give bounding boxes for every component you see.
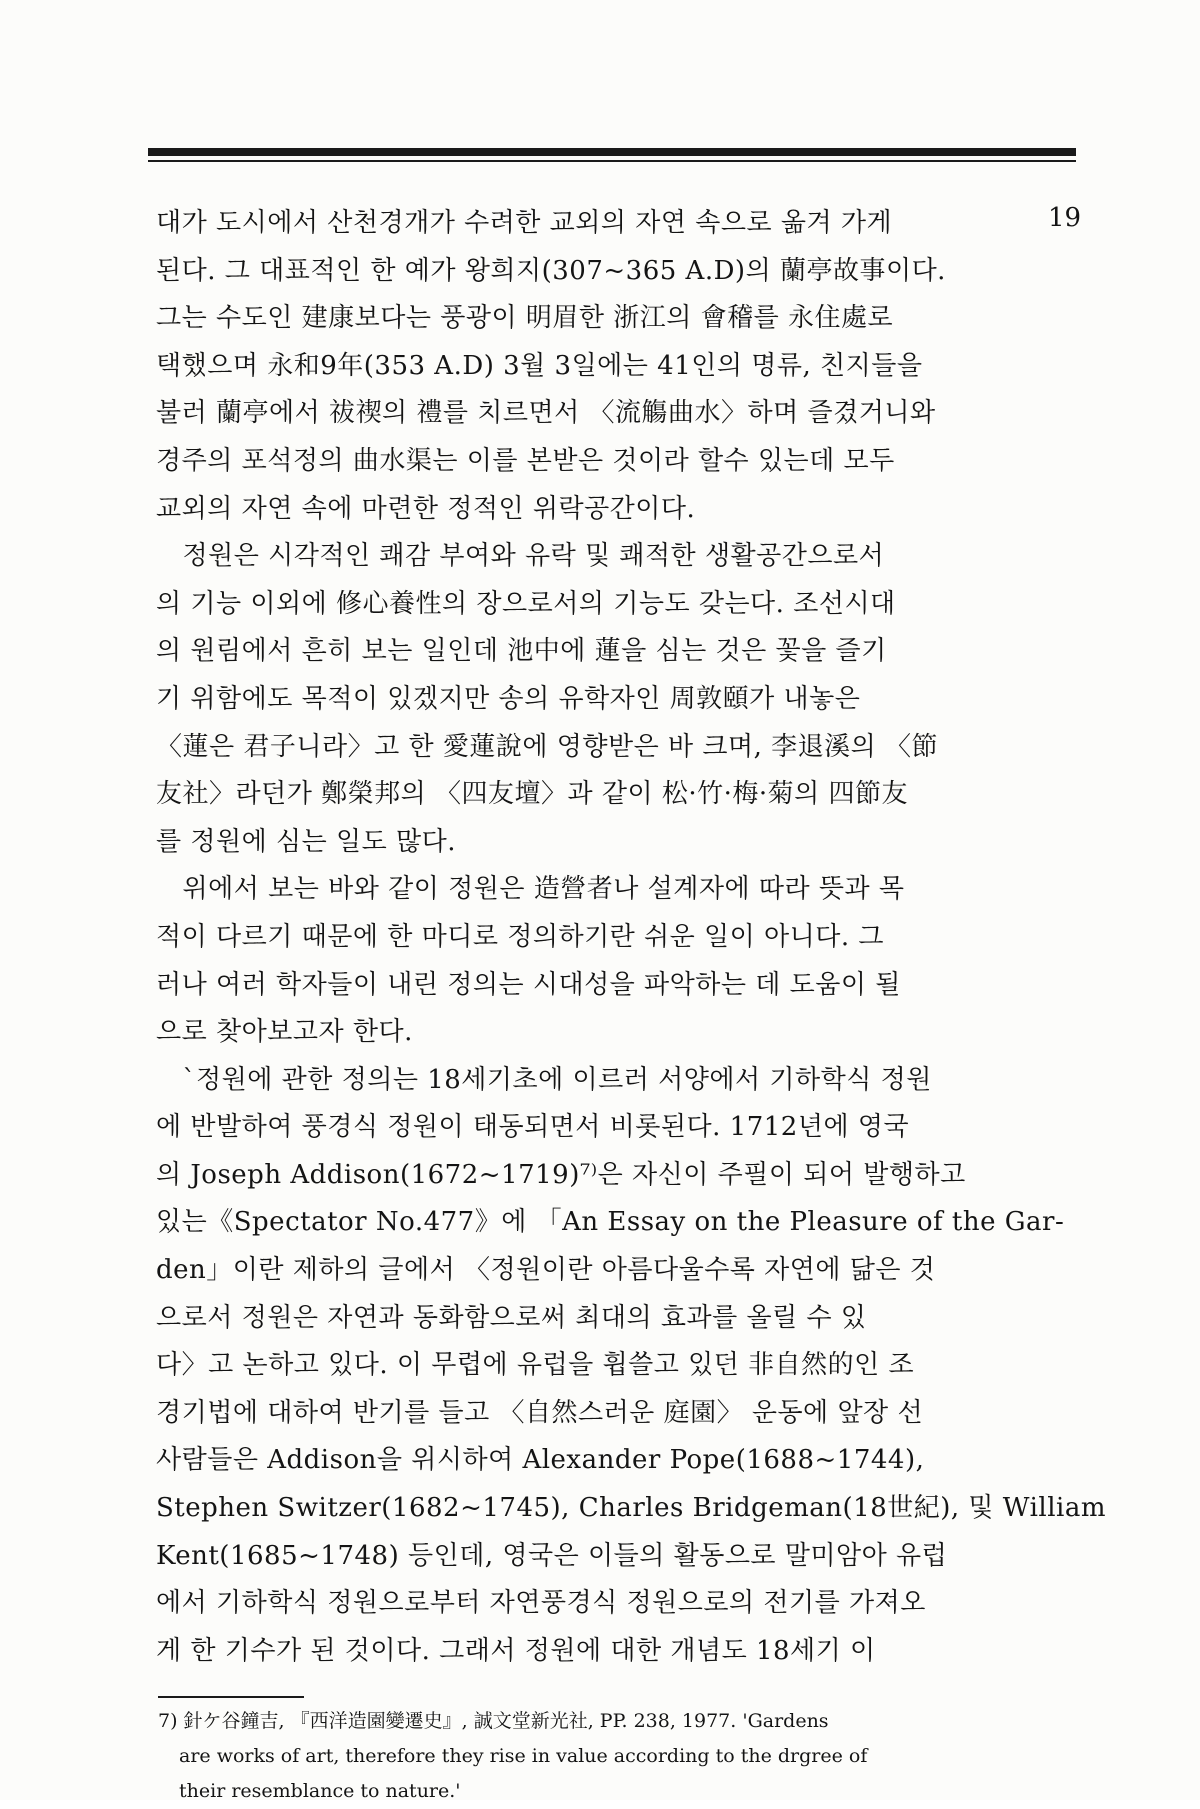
text-line: 게 한 기수가 된 것이다. 그래서 정원에 대한 개념도 18세기 이 <box>156 1635 876 1666</box>
text-line: 에 반발하여 풍경식 정원이 태동되면서 비롯된다. 1712년에 영국 <box>156 1112 910 1143</box>
text-line: `정원에 관한 정의는 18세기초에 이르러 서양에서 기하학식 정원 <box>156 1064 932 1095</box>
text-line: 에서 기하학식 정원으로부터 자연풍경식 정원으로의 전기를 가져오 <box>156 1588 926 1619</box>
text-line: 사람들은 Addison을 위시하여 Alexander Pope(1688~1744), <box>156 1445 925 1476</box>
footnote <box>158 1704 928 1809</box>
text-line: 의 Joseph Addison(1672~1719)⁷⁾은 자신이 주필이 되어 발행하고 <box>156 1159 966 1190</box>
footnote-line: are works of art, therefore they rise in value according to the drgree of <box>179 1745 868 1767</box>
text-line: 택했으며 永和9年(353 A.D) 3월 3일에는 41인의 명류, 친지들을 <box>156 350 923 381</box>
text-line: 대가 도시에서 산천경개가 수려한 교외의 자연 속으로 옮겨 가게 <box>156 208 893 238</box>
text-line: den」이란 제하의 글에서 〈정원이란 아름다울수록 자연에 닮은 것 <box>156 1255 936 1286</box>
text-line: 정원은 시각적인 쾌감 부여와 유락 및 쾌적한 생활공간으로서 <box>156 541 885 572</box>
text-line: 으로 찾아보고자 한다. <box>156 1017 413 1048</box>
text-line: 그는 수도인 建康보다는 풍광이 明眉한 浙江의 會稽를 永住處로 <box>156 303 894 334</box>
header-rule-thin <box>148 160 1076 162</box>
text-line: 적이 다르기 때문에 한 마디로 정의하기란 쉬운 일이 아니다. 그 <box>156 921 885 952</box>
header-rule-thick <box>148 148 1076 156</box>
footnote-line: their resemblance to nature.' <box>179 1780 461 1802</box>
text-line: 경기법에 대하여 반기를 들고 〈自然스러운 庭園〉 운동에 앞장 선 <box>156 1397 924 1428</box>
text-line: 기 위함에도 목적이 있겠지만 송의 유학자인 周敦頤가 내놓은 <box>156 683 861 714</box>
text-line: 의 원림에서 흔히 보는 일인데 池中에 蓮을 심는 것은 꽃을 즐기 <box>156 636 887 667</box>
text-line: 경주의 포석정의 曲水渠는 이를 본받은 것이라 할수 있는데 모두 <box>156 445 895 476</box>
text-line: 의 기능 이외에 修心養性의 장으로서의 기능도 갖는다. 조선시대 <box>156 588 896 619</box>
text-line: Stephen Switzer(1682~1745), Charles Bridgeman(18世紀), 및 William <box>156 1493 1106 1524</box>
text-line: 다〉고 논하고 있다. 이 무렵에 유럽을 휩쓸고 있던 非自然的인 조 <box>156 1350 915 1381</box>
text-line: 있는《Spectator No.477》에 「An Essay on the Pleasure of the Gar- <box>156 1207 1065 1238</box>
text-line: 불러 蘭亭에서 祓禊의 禮를 치르면서 〈流觴曲水〉하며 즐겼거니와 <box>156 398 936 429</box>
footnote-rule <box>158 1696 304 1698</box>
text-line: 를 정원에 심는 일도 많다. <box>156 826 456 857</box>
text-line: 러나 여러 학자들이 내린 정의는 시대성을 파악하는 데 도움이 될 <box>156 969 901 1000</box>
text-line: 으로서 정원은 자연과 동화함으로써 최대의 효과를 올릴 수 있 <box>156 1302 867 1333</box>
body-text <box>156 200 1106 1675</box>
text-line: 위에서 보는 바와 같이 정원은 造營者나 설계자에 따라 뜻과 목 <box>156 874 905 905</box>
text-line: 友社〉라던가 鄭榮邦의 〈四友壇〉과 같이 松·竹·梅·菊의 四節友 <box>156 779 909 810</box>
page-number: 19 <box>1048 203 1082 233</box>
text-line: 교외의 자연 속에 마련한 정적인 위락공간이다. <box>156 493 696 524</box>
text-line: Kent(1685~1748) 등인데, 영국은 이들의 활동으로 말미암아 유럽 <box>156 1540 948 1571</box>
text-line: 된다. 그 대표적인 한 예가 왕희지(307~365 A.D)의 蘭亭故事이다. <box>156 255 946 286</box>
footnote-line: 7) 針ケ谷鐘吉, 『西洋造園變遷史』, 誠文堂新光社, PP. 238, 1977. 'Gardens <box>158 1710 829 1732</box>
text-line: 〈蓮은 君子니라〉고 한 愛蓮說에 영향받은 바 크며, 李退溪의 〈節 <box>156 731 939 762</box>
